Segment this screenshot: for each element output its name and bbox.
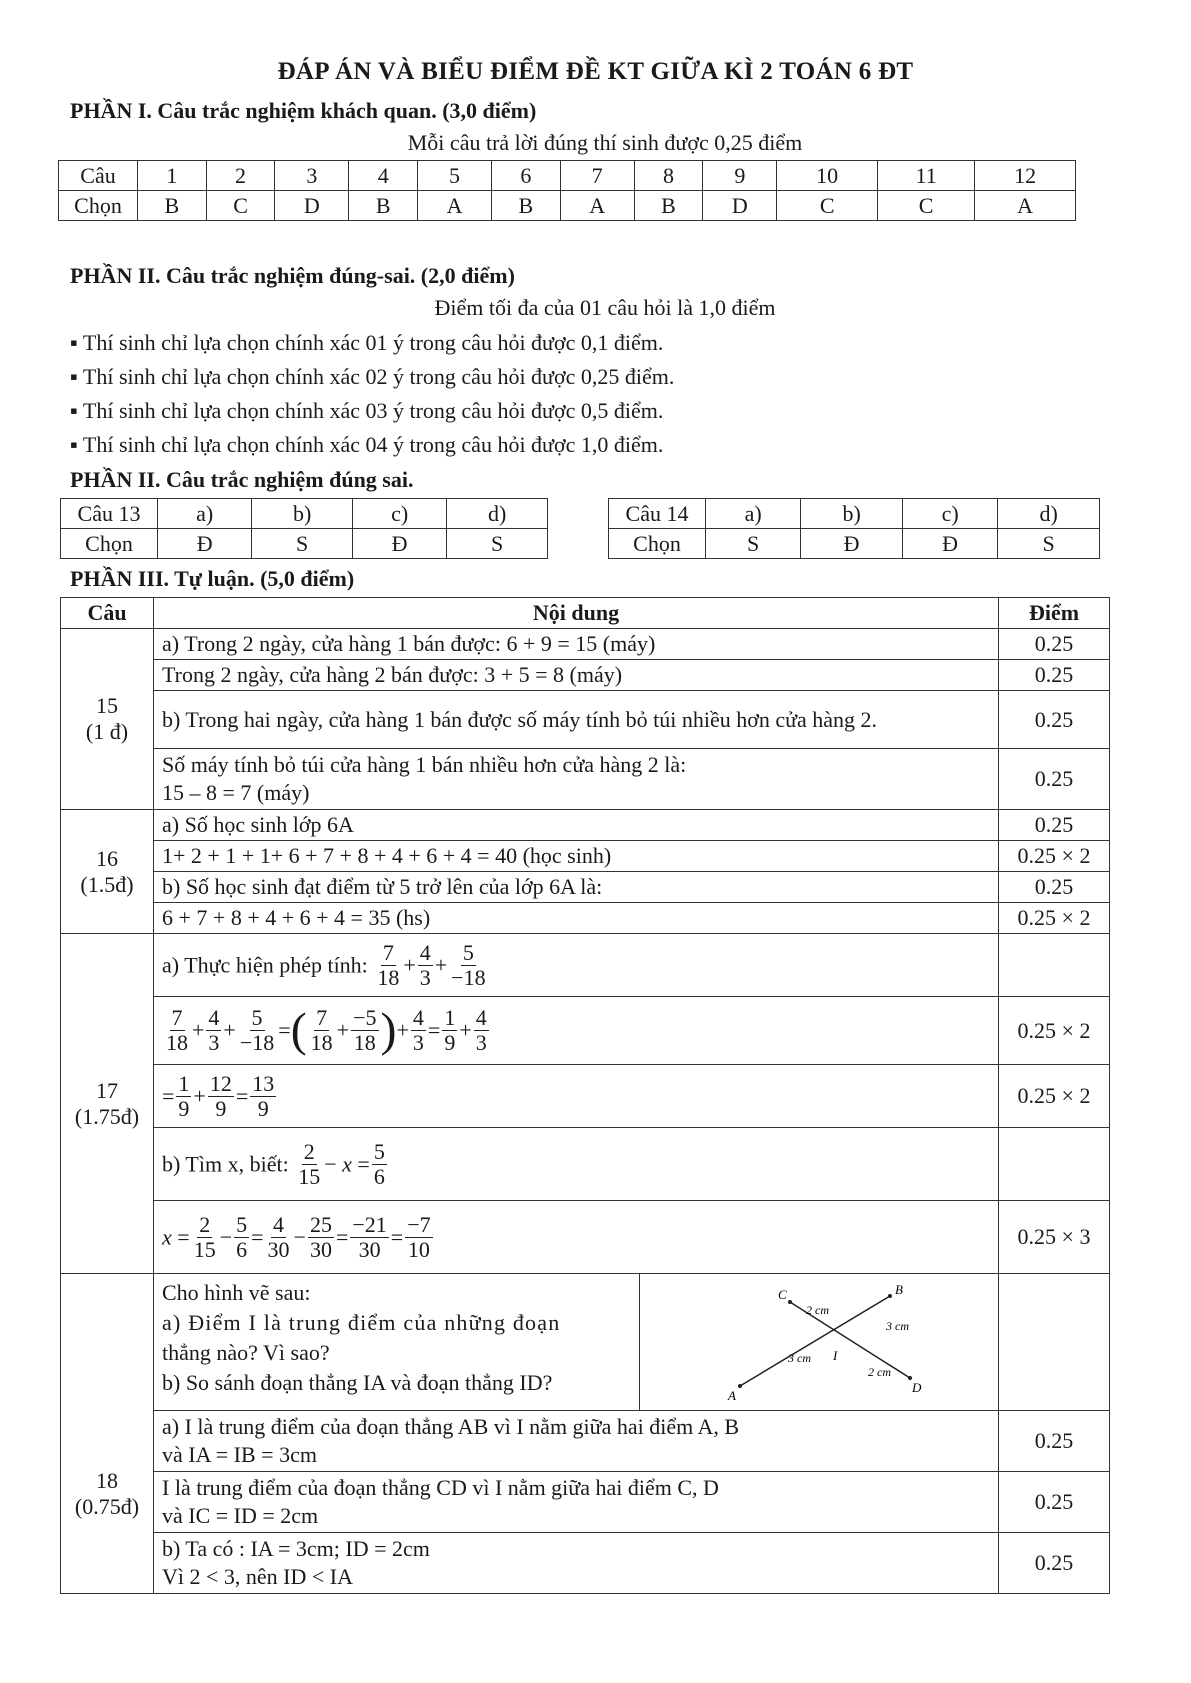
point-a — [738, 1384, 742, 1388]
q13-option: c) — [352, 499, 446, 529]
question-number: 5 — [418, 161, 492, 191]
q14-answer: Đ — [801, 529, 903, 559]
q18-answer-line: Vì 2 < 3, nên ID < IA — [162, 1564, 354, 1589]
q18-answer-line: a) I là trung điểm của đoạn thẳng AB vì I nằm giữa hai điểm A, B — [162, 1414, 740, 1439]
col-header-points: Điểm — [999, 598, 1110, 629]
q13-answer: Đ — [158, 529, 252, 559]
q16-label-cell — [61, 810, 154, 934]
q16-row: a) Số học sinh lớp 6A — [154, 810, 999, 841]
answer-cell: C — [878, 191, 975, 221]
question-number: 7 — [560, 161, 634, 191]
answer-cell: B — [492, 191, 561, 221]
q13-choose-label: Chọn — [61, 529, 158, 559]
col-header-question: Câu — [61, 598, 154, 629]
q17-a-step2: = $\frac{1}{9}$ + $\frac{12}{9}$ = $\frac{13}{9}$ — [154, 1065, 999, 1128]
q18-prompt-cell — [154, 1274, 999, 1411]
q16-point: 0.25 × 2 — [999, 903, 1110, 934]
q18-prompt-line: Cho hình vẽ sau: — [162, 1280, 311, 1305]
q18-answer-line: và IA = IB = 3cm — [162, 1442, 317, 1467]
label-a: A — [728, 1388, 736, 1403]
q15-point: 0.25 — [999, 660, 1110, 691]
q18-prompt-line: a) Điểm I là trung điểm của những đoạn — [162, 1310, 561, 1335]
question-number: 1 — [138, 161, 207, 191]
q15-row-b2-line2: 15 – 8 = 7 (máy) — [162, 780, 310, 805]
q15-point: 0.25 — [999, 749, 1110, 810]
label-c: C — [778, 1287, 787, 1302]
part1-note: Mỗi câu trả lời đúng thí sinh được 0,25 điểm — [407, 130, 803, 155]
q17-b-prompt: b) Tìm x, biết: $\frac{2}{15}$ − x = $\frac{5}{6}$ — [154, 1128, 999, 1201]
q18-prompt-text — [154, 1274, 640, 1410]
answer-cell: B — [349, 191, 418, 221]
q17-point-empty — [999, 934, 1110, 997]
q18-prompt-line: thẳng nào? Vì sao? — [162, 1340, 330, 1365]
row-label-choice: Chọn — [59, 191, 138, 221]
answer-cell: B — [634, 191, 703, 221]
q14-option: d) — [998, 499, 1100, 529]
label-b: B — [895, 1282, 903, 1297]
q18-prompt-line: b) So sánh đoạn thẳng IA và đoạn thẳng ID? — [162, 1370, 553, 1395]
q14-answer-table — [608, 498, 1100, 559]
q13-answer: S — [447, 529, 548, 559]
q18-answer-a1 — [154, 1411, 999, 1472]
q15-point: 0.25 — [999, 629, 1110, 660]
q14-answer: Đ — [902, 529, 997, 559]
q14-label: Câu 14 — [609, 499, 706, 529]
question-number: 6 — [492, 161, 561, 191]
q17-b-label: b) Tìm x, biết: — [162, 1151, 289, 1176]
point-b — [888, 1294, 892, 1298]
part2-bullet: ▪ Thí sinh chỉ lựa chọn chính xác 01 ý trong câu hỏi được 0,1 điểm. — [70, 330, 664, 355]
q18-answer-line: I là trung điểm của đoạn thẳng CD vì I nằm giữa hai điểm C, D — [162, 1475, 719, 1500]
q13-option: a) — [158, 499, 252, 529]
page-title: ĐÁP ÁN VÀ BIỂU ĐIỂM ĐỀ KT GIỮA KÌ 2 TOÁN 6 ĐT — [277, 58, 914, 85]
q13-option: b) — [252, 499, 353, 529]
question-number: 3 — [275, 161, 349, 191]
q14-answer: S — [706, 529, 801, 559]
q18-figure — [640, 1274, 998, 1410]
q13-option: d) — [447, 499, 548, 529]
row-label-question: Câu — [59, 161, 138, 191]
q16-point: 0.25 — [999, 872, 1110, 903]
q15-row-b2 — [154, 749, 999, 810]
q18-answer-b — [154, 1533, 999, 1594]
q15-row-b: b) Trong hai ngày, cửa hàng 1 bán được số máy tính bỏ túi nhiều hơn cửa hàng 2. — [154, 691, 999, 749]
part1-answer-table — [58, 160, 1076, 221]
q13-answer: Đ — [352, 529, 446, 559]
q15-row-b2-line1: Số máy tính bỏ túi cửa hàng 1 bán nhiều hơn cửa hàng 2 là: — [162, 752, 687, 777]
q17-a-prompt: a) Thực hiện phép tính: $\frac{7}{18}$ + $\frac{4}{3}$ + $\frac{5}{-18}$ — [154, 934, 999, 997]
q14-option: b) — [801, 499, 903, 529]
q16-points: (1.5đ) — [80, 871, 134, 897]
q16-row: 1+ 2 + 1 + 1+ 6 + 7 + 8 + 4 + 6 + 4 = 40 (học sinh) — [154, 841, 999, 872]
answer-cell: A — [975, 191, 1076, 221]
q18-points: (0.75đ) — [74, 1493, 140, 1519]
q17-point: 0.25 × 2 — [999, 1065, 1110, 1128]
question-number: 10 — [777, 161, 878, 191]
part2-note: Điểm tối đa của 01 câu hỏi là 1,0 điểm — [434, 295, 776, 320]
segments-figure — [680, 1274, 980, 1410]
point-c — [788, 1300, 792, 1304]
q18-point: 0.25 — [999, 1472, 1110, 1533]
q18-answer-a2 — [154, 1472, 999, 1533]
label-i: I — [833, 1348, 838, 1363]
part3-table — [60, 597, 1110, 1594]
fraction: $\frac{4}{3}$ — [419, 939, 431, 990]
label-ib: 3 cm — [886, 1319, 909, 1333]
q14-choose-label: Chọn — [609, 529, 706, 559]
q17-number: 17 — [96, 1077, 118, 1103]
q14-option: a) — [706, 499, 801, 529]
q13-label: Câu 13 — [61, 499, 158, 529]
q18-answer-line: và IC = ID = 2cm — [162, 1503, 319, 1528]
question-number: 8 — [634, 161, 703, 191]
part2-heading: PHẦN II. Câu trắc nghiệm đúng-sai. (2,0 điểm) — [70, 263, 515, 288]
q18-number: 18 — [96, 1467, 118, 1493]
answer-cell: B — [138, 191, 207, 221]
answer-cell: D — [275, 191, 349, 221]
q18-point: 0.25 — [999, 1411, 1110, 1472]
q16-row: 6 + 7 + 8 + 4 + 6 + 4 = 35 (hs) — [154, 903, 999, 934]
q17-b-solution: x = $\frac{2}{15}$ − $\frac{5}{6}$ = $\frac{4}{30}$ − $\frac{25}{30}$ = $\frac{-21}{30}$ = $\frac{-7}{10}$ — [154, 1201, 999, 1274]
part3-heading: PHẦN III. Tự luận. (5,0 điểm) — [70, 566, 355, 591]
question-number: 11 — [878, 161, 975, 191]
part2-bullet: ▪ Thí sinh chỉ lựa chọn chính xác 02 ý trong câu hỏi được 0,25 điểm. — [70, 364, 675, 389]
q16-point: 0.25 — [999, 810, 1110, 841]
answer-cell: C — [777, 191, 878, 221]
q17-point: 0.25 × 3 — [999, 1201, 1110, 1274]
fraction: $\frac{7}{18}$ — [377, 939, 400, 990]
question-number: 12 — [975, 161, 1076, 191]
q15-number: 15 — [96, 693, 118, 718]
question-number: 9 — [703, 161, 777, 191]
answer-cell: C — [206, 191, 275, 221]
q13-answer: S — [252, 529, 353, 559]
q17-points: (1.75đ) — [74, 1103, 140, 1129]
q17-point: 0.25 × 2 — [999, 997, 1110, 1065]
part2-bullet: ▪ Thí sinh chỉ lựa chọn chính xác 03 ý trong câu hỏi được 0,5 điểm. — [70, 398, 664, 423]
q18-point-empty — [999, 1274, 1110, 1411]
answer-cell: D — [703, 191, 777, 221]
q17-point-empty — [999, 1128, 1110, 1201]
label-ai: 3 cm — [788, 1351, 811, 1365]
q14-option: c) — [902, 499, 997, 529]
q18-label-cell — [61, 1274, 154, 1594]
q16-row: b) Số học sinh đạt điểm từ 5 trở lên của lớp 6A là: — [154, 872, 999, 903]
answer-cell: A — [418, 191, 492, 221]
q15-row-a: a) Trong 2 ngày, cửa hàng 1 bán được: 6 + 9 = 15 (máy) — [154, 629, 999, 660]
label-d: D — [912, 1380, 922, 1395]
q14-answer: S — [998, 529, 1100, 559]
q13-answer-table — [60, 498, 548, 559]
question-number: 2 — [206, 161, 275, 191]
col-header-content: Nội dung — [154, 598, 999, 629]
question-number: 4 — [349, 161, 418, 191]
q15-row-a2: Trong 2 ngày, cửa hàng 2 bán được: 3 + 5 = 8 (máy) — [154, 660, 999, 691]
q17-a-step1: $\frac{7}{18}$ + $\frac{4}{3}$ + $\frac{5}{-18}$ =( $\frac{7}{18}$ + $\frac{-5}{18}$ )+ $\frac{4}{3}$ = $\frac{1}{9}$ + $\frac{4}{3}$ — [154, 997, 999, 1065]
q16-number: 16 — [96, 845, 118, 871]
q16-point: 0.25 × 2 — [999, 841, 1110, 872]
part2-heading2: PHẦN II. Câu trắc nghiệm đúng sai. — [70, 467, 414, 492]
label-id: 2 cm — [868, 1365, 891, 1379]
q15-points: (1 đ) — [85, 719, 129, 744]
q15-point: 0.25 — [999, 691, 1110, 749]
part1-heading: PHẦN I. Câu trắc nghiệm khách quan. (3,0 điểm) — [70, 98, 537, 123]
q15-label-cell — [61, 629, 154, 810]
answer-cell: A — [560, 191, 634, 221]
label-ci: 2 cm — [806, 1303, 829, 1317]
fraction: $\frac{5}{-18}$ — [451, 939, 486, 990]
q17-a-label: a) Thực hiện phép tính: — [162, 952, 368, 977]
q17-label-cell — [61, 934, 154, 1274]
q18-answer-line: b) Ta có : IA = 3cm; ID = 2cm — [162, 1536, 430, 1561]
part2-bullet: ▪ Thí sinh chỉ lựa chọn chính xác 04 ý trong câu hỏi được 1,0 điểm. — [70, 432, 664, 457]
q18-point: 0.25 — [999, 1533, 1110, 1594]
